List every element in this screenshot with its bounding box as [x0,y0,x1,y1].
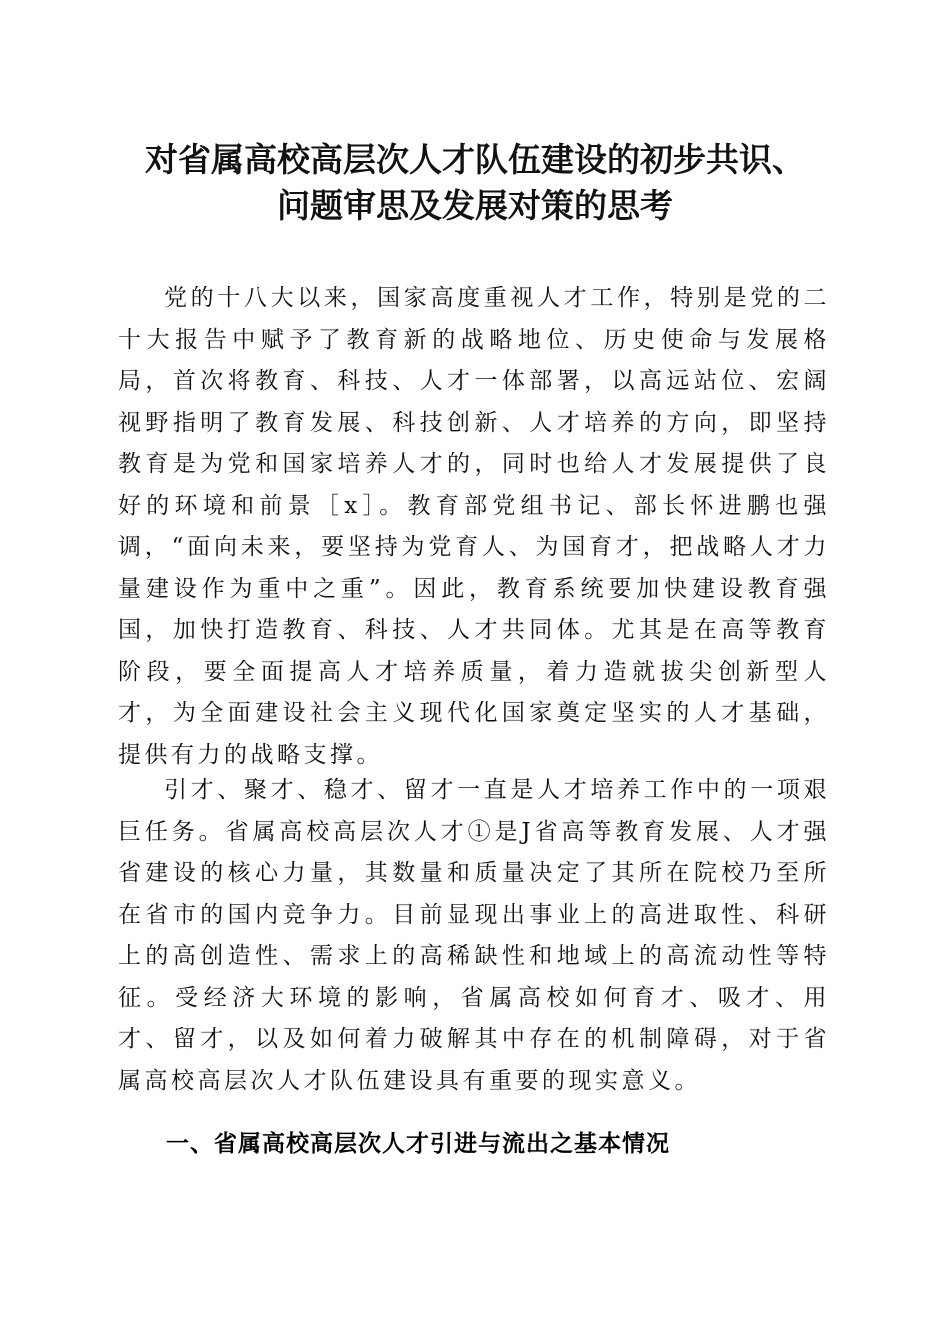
body-paragraph-2: 引才、聚才、稳才、留才一直是人才培养工作中的一项艰巨任务。省属高校高层次人才①是J省高等教育发展、人才强省建设的核心力量，其数量和质量决定了其所在院校乃至所在省市的国内竞争力。目前显现出事业上的高进取性、科研上的高创造性、需求上的高稀缺性和地域上的高流动性等特征。受经济大环境的影响，省属高校如何育才、吸才、用才、留才，以及如何着力破解其中存在的机制障碍，对于省属高校高层次人才队伍建设具有重要的现实意义。 [118,777,830,1094]
body-paragraph-1: 党的十八大以来，国家高度重视人才工作，特别是党的二十大报告中赋予了教育新的战略地位、历史使命与发展格局，首次将教育、科技、人才一体部署，以高远站位、宏阔视野指明了教育发展、科技创新、人才培养的方向，即坚持教育是为党和国家培养人才的，同时也给人才发展提供了良好的环境和前景［x］。教育部党组书记、部长怀进鹏也强调，“面向未来，要坚持为党育人、为国育才，把战略人才力量建设作为重中之重”。因此，教育系统要加快建设教育强国，加快打造教育、科技、人才共同体。尤其是在高等教育阶段，要全面提高人才培养质量，着力造就拔尖创新型人才，为全面建设社会主义现代化国家奠定坚实的人才基础，提供有力的战略支撑。 [118,285,830,768]
document-title-line-1: 对省属高校高层次人才队伍建设的初步共识、 [145,140,805,179]
section-heading: 一、省属高校高层次人才引进与流出之基本情况 [166,1131,670,1157]
document-title-line-2: 问题审思及发展对策的思考 [277,186,673,225]
